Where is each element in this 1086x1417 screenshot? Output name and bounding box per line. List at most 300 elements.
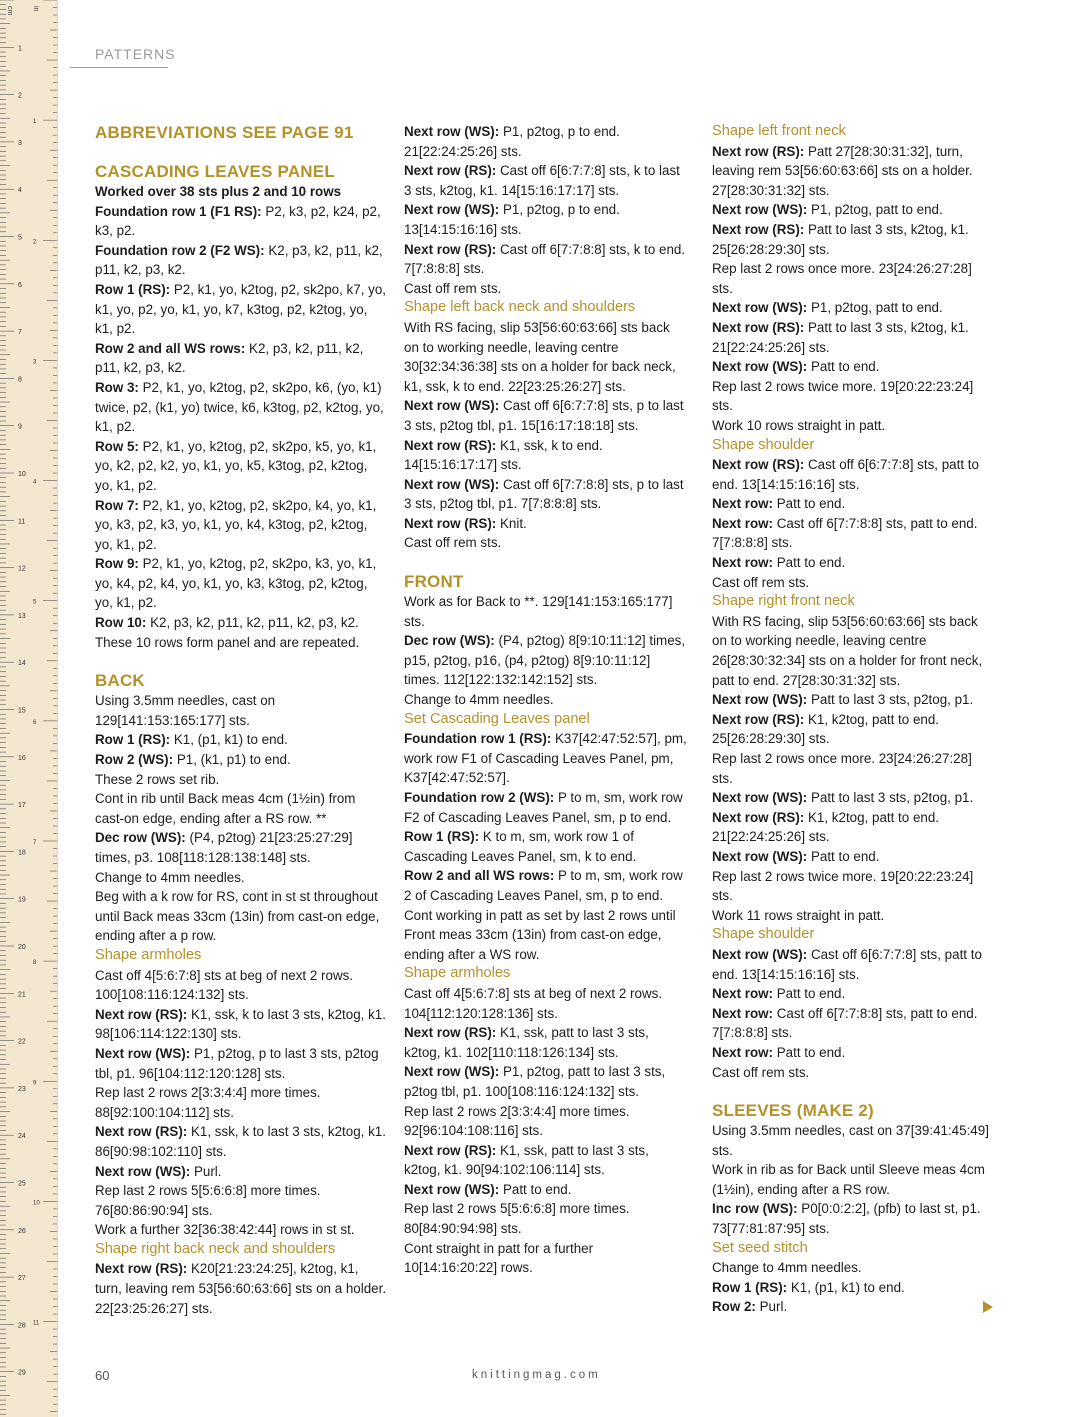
ruler-number: 28 [18, 1322, 26, 1330]
pattern-line [95, 339, 387, 378]
pattern-line [95, 437, 387, 496]
row-label: Next row: [712, 986, 774, 1002]
pattern-line [404, 514, 688, 534]
pattern-line [712, 142, 996, 201]
pattern-line [712, 357, 996, 377]
row-instruction: Knit. [496, 515, 527, 531]
section-heading: ABBREVIATIONS SEE PAGE 91 [95, 123, 354, 142]
pattern-line [95, 1162, 387, 1182]
row-instruction: Patt to end. [773, 986, 846, 1002]
ruler-number: 21 [18, 991, 26, 999]
pattern-line [95, 1220, 387, 1240]
section-label: PATTERNS [95, 46, 176, 62]
row-label: Next row (RS): [712, 319, 805, 335]
ruler-number: 11 [18, 518, 26, 526]
row-instruction: P2, k1, yo, k2tog, p2, sk2po, k3, yo, k1, yo, k4, p2, k4, yo, k1, yo, k3, k3tog, p2, k2tog, yo, k1, p2. [95, 556, 377, 611]
side-ruler [0, 0, 58, 1417]
pattern-line [404, 827, 688, 866]
pattern-line [404, 436, 688, 475]
arrow-right-icon [983, 1301, 993, 1313]
pattern-line [712, 1297, 996, 1317]
pattern-line [95, 868, 387, 888]
ruler-number: 5 [18, 234, 22, 242]
row-label: Next row (WS): [712, 202, 808, 218]
ruler-number: 3 [33, 359, 37, 366]
ruler-number: 8 [18, 376, 22, 384]
row-label: Row 3: [95, 379, 139, 395]
row-instruction: Work a further 32[36:38:42:44] rows in st st. [95, 1222, 355, 1238]
pattern-line [95, 241, 387, 280]
row-instruction: Patt to end. [773, 1044, 846, 1060]
row-label: Foundation row 1 (RS): [404, 731, 552, 747]
pattern-line [95, 789, 387, 828]
ruler-number: 7 [18, 329, 22, 337]
row-label: Foundation row 2 (F2 WS): [95, 242, 265, 258]
row-label: Next row (RS): [404, 437, 497, 453]
row-instruction: K1, (p1, k1) to end. [170, 732, 288, 748]
pattern-line [712, 945, 996, 984]
pattern-line [404, 690, 688, 710]
page-number: 60 [95, 1368, 110, 1383]
row-label: Next row (RS): [712, 809, 805, 825]
row-instruction: Cast off 6[7:7:8:8] sts, patt to end. 7[7:8:8:8] sts. [712, 515, 978, 551]
pattern-line [404, 984, 688, 1023]
row-instruction: Patt to end. [773, 555, 846, 571]
row-instruction: Cast off 6[6:7:7:8] sts, patt to end. 13[14:15:16:16] sts. [712, 457, 979, 492]
pattern-line [404, 1239, 688, 1278]
row-instruction: Cast off rem sts. [712, 1064, 810, 1080]
ruler-number: 14 [18, 660, 26, 668]
pattern-line [404, 631, 688, 690]
ruler-number: 12 [18, 565, 26, 573]
subsection-heading: Shape right front neck [712, 593, 855, 610]
ruler-number: 19 [18, 896, 26, 904]
pattern-line [712, 1258, 996, 1278]
pattern-line [95, 750, 387, 770]
pattern-line [712, 1004, 996, 1043]
pattern-line [404, 1199, 688, 1238]
row-label: Next row (RS): [404, 1025, 497, 1041]
ruler-number: 3 [18, 139, 22, 147]
row-label: Next row (RS): [404, 163, 497, 179]
ruler-ticks [0, 0, 57, 1417]
row-instruction: Cont straight in patt for a further 10[14:16:20:22] rows. [404, 1240, 594, 1276]
row-instruction: P to m, sm, work row F2 of Cascading Leaves Panel, sm, p to end. [404, 790, 683, 825]
row-instruction: Patt 27[28:30:31:32], turn, leaving rem 53[56:60:63:66] sts on a holder. 27[28:30:31:32] sts. [712, 143, 973, 198]
pattern-line [404, 122, 688, 161]
ruler-number: 20 [18, 944, 26, 951]
ruler-number: 2 [33, 239, 37, 246]
ruler-number: 11 [33, 1320, 40, 1327]
row-label: Next row (RS): [404, 241, 497, 257]
row-instruction: K2, p3, k2, p11, k2, p11, k2, p3, k2. [95, 242, 383, 278]
pattern-line [95, 887, 387, 946]
row-label: Next row (RS): [712, 711, 805, 727]
row-label: Row 5: [95, 438, 139, 454]
pattern-line [712, 788, 996, 808]
row-instruction: (P4, p2tog) 21[23:25:27:29] times, p3. 108[118:128:138:148] sts. [95, 830, 353, 865]
pattern-line [95, 378, 387, 437]
row-instruction: Work as for Back to **. 129[141:153:165:177] sts. [404, 594, 673, 629]
section-underline [70, 67, 168, 68]
row-label: Next row (WS): [404, 202, 500, 218]
pattern-line [712, 455, 996, 494]
ruler-cm-label: cm [6, 6, 13, 16]
pattern-line [404, 475, 688, 514]
ruler-number: 9 [18, 423, 22, 431]
row-label: Next row (WS): [712, 359, 808, 375]
row-label: Next row (RS): [95, 1124, 188, 1140]
row-instruction: Cast off 6[6:7:7:8] sts, p to last 3 sts, p2tog tbl, p1. 15[16:17:18:18] sts. [404, 398, 684, 433]
pattern-line [712, 1043, 996, 1063]
pattern-line [95, 496, 387, 555]
row-label: Next row (RS): [712, 221, 805, 237]
row-instruction: With RS facing, slip 53[56:60:63:66] sts back on to working needle, leaving centre 30[32:34:36:38] sts on a holder for back neck, k1, ssk, k to end. 22[23:25:26:27] sts. [404, 319, 676, 394]
column-2 [404, 122, 688, 1278]
pattern-line [712, 690, 996, 710]
pattern-line [712, 553, 996, 573]
pattern-line [712, 377, 996, 416]
row-instruction: K1, ssk, patt to last 3 sts, k2tog, k1. 90[94:102:106:114] sts. [404, 1142, 649, 1178]
row-instruction: Rep last 2 rows twice more. 19[20:22:23:24] sts. [712, 868, 974, 904]
row-instruction: Patt to last 3 sts, k2tog, k1. 21[22:24:25:26] sts. [712, 319, 969, 355]
row-instruction: P1, p2tog, patt to end. [807, 202, 943, 218]
row-label: Dec row (WS): [95, 830, 186, 846]
row-label: Next row (WS): [712, 300, 808, 316]
subsection-heading: Set Cascading Leaves panel [404, 710, 590, 727]
row-label: Next row (WS): [404, 1064, 500, 1080]
row-label: Row 10: [95, 615, 147, 631]
ruler-number: 22 [18, 1038, 26, 1046]
subsection-heading: Shape armholes [95, 946, 202, 963]
row-instruction: P2, k3, p2, k24, p2, k3, p2. [95, 203, 381, 239]
row-label: Row 9: [95, 556, 139, 572]
subsection-heading: Shape left back neck and shoulders [404, 299, 636, 316]
pattern-line [712, 1278, 996, 1298]
ruler-number: 4 [33, 479, 37, 486]
row-label: Next row (WS): [712, 692, 808, 708]
pattern-line [712, 416, 996, 436]
pattern-line [404, 866, 688, 905]
row-label: Next row (RS): [404, 515, 497, 531]
pattern-line [712, 1160, 996, 1199]
ruler-number: 9 [33, 1080, 37, 1087]
section-heading: BACK [95, 671, 145, 691]
row-instruction: Patt to last 3 sts, p2tog, p1. [807, 790, 974, 806]
row-label: Next row (RS): [95, 1006, 188, 1022]
ruler-number: 1 [33, 119, 37, 126]
row-instruction: K2, p3, k2, p11, k2, p11, k2, p3, k2. [95, 340, 364, 376]
ruler-number: 5 [33, 599, 37, 606]
pattern-line [95, 1083, 387, 1122]
row-instruction: K37[42:47:52:57], pm, work row F1 of Cascading Leaves Panel, pm, K37[42:47:52:57]. [404, 731, 687, 786]
row-label: Row 2 (WS): [95, 752, 174, 768]
row-label: Inc row (WS): [712, 1201, 798, 1217]
section-heading: CASCADING LEAVES PANEL [95, 162, 335, 181]
row-instruction: K to m, sm, work row 1 of Cascading Leaves Panel, sm, k to end. [404, 829, 637, 864]
pattern-line [95, 1181, 387, 1220]
pattern-line [712, 984, 996, 1004]
row-instruction: K1, (p1, k1) to end. [787, 1279, 905, 1295]
row-instruction: (P4, p2tog) 8[9:10:11:12] times, p15, p2tog, p16, (p4, p2tog) 8[9:10:11:12] times. 112[122:132:142:152] sts. [404, 633, 686, 688]
subsection-heading: Shape shoulder [712, 926, 815, 943]
pattern-line [712, 1199, 996, 1238]
row-label: Next row (RS): [712, 143, 805, 159]
row-instruction: P1, p2tog, p to end. 13[14:15:16:16] sts. [404, 202, 620, 237]
row-label: Row 2 and all WS rows: [95, 340, 246, 356]
row-instruction: Rep last 2 rows 5[5:6:6:8] more times. 76[80:86:90:94] sts. [95, 1183, 321, 1218]
pattern-line [712, 259, 996, 298]
pattern-line [712, 1063, 996, 1083]
row-instruction: P1, p2tog, p to last 3 sts, p2tog tbl, p1. 96[104:112:120:128] sts. [95, 1045, 379, 1081]
row-label: Next row: [712, 515, 774, 531]
row-instruction: Patt to end. [807, 359, 880, 375]
row-instruction: Cont working in patt as set by last 2 rows until Front meas 33cm (13in) from cast-on edge, ending after a WS row. [404, 907, 676, 962]
row-label: Next row (WS): [712, 848, 808, 864]
row-instruction: These 2 rows set rib. [95, 771, 220, 787]
ruler-number: 18 [18, 849, 26, 857]
row-instruction: Rep last 2 rows 2[3:3:4:4] more times. 88[92:100:104:112] sts. [95, 1085, 321, 1120]
row-instruction: Beg with a k row for RS, cont in st st throughout until Back meas 33cm (13in) from cast-on edge, ending after a p row. [95, 889, 380, 944]
row-instruction: Rep last 2 rows once more. 23[24:26:27:28] sts. [712, 751, 972, 786]
row-label: Next row (WS): [95, 1045, 191, 1061]
pattern-line [404, 1023, 688, 1062]
ruler-number: 6 [33, 719, 37, 726]
pattern-line [95, 828, 387, 867]
row-instruction: K20[21:23:24:25], k2tog, k1, turn, leaving rem 53[56:60:63:66] sts on a holder. 22[23:25:26:27] sts. [95, 1261, 387, 1316]
row-instruction: K1, ssk, k to end. 14[15:16:17:17] sts. [404, 437, 603, 473]
pattern-line [712, 200, 996, 220]
row-label: Next row (WS): [712, 946, 808, 962]
row-label: Row 2: [712, 1299, 756, 1315]
row-instruction: Rep last 2 rows twice more. 19[20:22:23:24] sts. [712, 378, 974, 414]
pattern-line [95, 1044, 387, 1083]
section-heading: SLEEVES (MAKE 2) [712, 1101, 874, 1121]
row-instruction: Cast off rem sts. [404, 535, 502, 551]
ruler-number: 6 [18, 281, 22, 289]
row-instruction: Purl. [755, 1299, 788, 1315]
row-instruction: Cast off 6[6:7:7:8] sts, k to last 3 sts, k2tog, k1. 14[15:16:17:17] sts. [404, 163, 680, 198]
pattern-line [404, 200, 688, 239]
pattern-line [712, 906, 996, 926]
pattern-line [712, 749, 996, 788]
row-instruction: Using 3.5mm needles, cast on 37[39:41:45:49] sts. [712, 1123, 989, 1158]
pattern-line [95, 1259, 387, 1318]
row-instruction: With RS facing, slip 53[56:60:63:66] sts back on to working needle, leaving centre 26[28:30:32:34] sts on a holder for front neck, patt to end. 27[28:30:31:32] sts. [712, 613, 983, 688]
row-instruction: Change to 4mm needles. [95, 869, 245, 885]
column-1 [95, 122, 387, 1318]
row-label: Next row (WS): [404, 124, 500, 139]
ruler-number: 2 [18, 92, 22, 100]
row-label: Next row (WS): [95, 1163, 191, 1179]
row-instruction: Work 11 rows straight in patt. [712, 907, 885, 923]
row-instruction: Cast off rem sts. [712, 574, 810, 590]
row-instruction: P1, p2tog, p to end. 21[22:24:25:26] sts. [404, 124, 620, 159]
pattern-line [712, 573, 996, 593]
row-instruction: P2, k1, yo, k2tog, p2, sk2po, k6, (yo, k1) twice, p2, (k1, yo) twice, k6, k3tog, p2, k2tog, yo, k1, p2. [95, 379, 384, 435]
row-instruction: Cast off 6[7:7:8:8] sts, patt to end. 7[7:8:8:8] sts. [712, 1005, 978, 1041]
row-instruction: Change to 4mm needles. [712, 1260, 862, 1276]
row-instruction: K1, ssk, patt to last 3 sts, k2tog, k1. 102[110:118:126:134] sts. [404, 1025, 649, 1060]
ruler-in-label: in [32, 6, 39, 12]
row-label: Next row (WS): [404, 398, 500, 414]
pattern-line [712, 494, 996, 514]
pattern-line [95, 280, 387, 339]
row-label: Row 1 (RS): [95, 732, 171, 748]
pattern-line [95, 613, 387, 633]
row-label: Row 1 (RS): [95, 281, 171, 297]
subsection-heading: Shape right back neck and shoulders [95, 1240, 336, 1257]
pattern-line [404, 1141, 688, 1180]
row-instruction: K2, p3, k2, p11, k2, p11, k2, p3, k2. [146, 615, 359, 631]
row-instruction: Rep last 2 rows once more. 23[24:26:27:28] sts. [712, 261, 972, 296]
pattern-line [404, 592, 688, 631]
column-3 [712, 122, 996, 1317]
pattern-line [95, 554, 387, 613]
row-instruction: Patt to end. [773, 496, 846, 512]
pattern-line [712, 710, 996, 749]
row-instruction: Using 3.5mm needles, cast on 129[141:153:165:177] sts. [95, 693, 276, 728]
pattern-line [95, 182, 387, 202]
pattern-line [404, 1180, 688, 1200]
pattern-line [404, 1102, 688, 1141]
row-instruction: Patt to end. [807, 848, 880, 864]
row-label: Row 1 (RS): [404, 829, 480, 845]
row-instruction: Cast off 6[7:7:8:8] sts, p to last 3 sts, p2tog tbl, p1. 7[7:8:8:8] sts. [404, 476, 684, 512]
row-label: Next row (WS): [712, 790, 808, 806]
pattern-line [404, 788, 688, 827]
pattern-line [404, 729, 688, 788]
pattern-line [712, 1121, 996, 1160]
row-label: Next row: [712, 496, 774, 512]
pattern-line [712, 298, 996, 318]
ruler-number: 23 [18, 1085, 26, 1093]
row-label: Next row: [712, 1005, 774, 1021]
row-instruction: Cont in rib until Back meas 4cm (1½in) from cast-on edge, ending after a RS row. ** [95, 791, 356, 826]
pattern-line [404, 318, 688, 396]
row-instruction: P1, (k1, p1) to end. [173, 752, 291, 768]
row-label: Next row (RS): [712, 457, 805, 473]
row-instruction: These 10 rows form panel and are repeated. [95, 634, 360, 650]
pattern-line [712, 612, 996, 690]
pattern-line [95, 633, 387, 653]
row-instruction: Patt to last 3 sts, p2tog, p1. [807, 692, 974, 708]
pattern-line [712, 808, 996, 847]
ruler-number: 17 [18, 802, 26, 810]
pattern-line [404, 1062, 688, 1101]
row-instruction: K1, k2tog, patt to end. 21[22:24:25:26] sts. [712, 809, 940, 845]
row-instruction: P2, k1, yo, k2tog, p2, sk2po, k5, yo, k1, yo, k2, p2, k2, yo, k1, yo, k5, k3tog, p2, k2tog, yo, k1, p2. [95, 438, 377, 493]
pattern-line [712, 847, 996, 867]
pattern-line [95, 770, 387, 790]
row-instruction: Purl. [190, 1163, 222, 1179]
subsection-heading: Shape left front neck [712, 123, 846, 139]
row-instruction: P1, p2tog, patt to last 3 sts, p2tog tbl, p1. 100[108:116:124:132] sts. [404, 1064, 666, 1099]
row-label: Next row (RS): [404, 1142, 497, 1158]
pattern-line [95, 691, 387, 730]
ruler-number: 7 [33, 839, 37, 846]
ruler-number: 24 [18, 1133, 26, 1141]
row-instruction: Cast off rem sts. [404, 280, 502, 296]
ruler-number: 29 [18, 1369, 26, 1377]
pattern-line [95, 966, 387, 1005]
pattern-line [404, 240, 688, 279]
ruler-number: 1 [18, 45, 22, 53]
row-label: Row 1 (RS): [712, 1279, 788, 1295]
row-instruction: K1, ssk, k to last 3 sts, k2tog, k1. 86[90:98:102:110] sts. [95, 1124, 386, 1159]
ruler-number: 10 [33, 1200, 40, 1207]
row-instruction: K1, k2tog, patt to end. 25[26:28:29:30] sts. [712, 711, 940, 747]
ruler-number: 25 [18, 1180, 26, 1188]
row-instruction: Cast off 6[7:7:8:8] sts, k to end. 7[7:8:8:8] sts. [404, 241, 686, 277]
pattern-line [404, 396, 688, 435]
row-instruction: P0[0:0:2:2], (pfb) to last st, p1. 73[77:81:87:95] sts. [712, 1201, 981, 1237]
row-instruction: Work 10 rows straight in patt. [712, 417, 886, 433]
section-heading: FRONT [404, 572, 464, 592]
row-label: Foundation row 1 (F1 RS): [95, 203, 262, 219]
pattern-line [95, 1005, 387, 1044]
subsection-heading: Shape armholes [404, 965, 511, 982]
pattern-line [404, 161, 688, 200]
row-instruction: P1, p2tog, patt to end. [807, 300, 943, 316]
row-instruction: Rep last 2 rows 2[3:3:4:4] more times. 92[96:104:108:116] sts. [404, 1103, 630, 1139]
footer-url: knittingmag.com [472, 1369, 601, 1381]
row-instruction: Cast off 6[6:7:7:8] sts, patt to end. 13[14:15:16:16] sts. [712, 946, 982, 982]
row-label: Next row: [712, 555, 774, 571]
row-label: Next row (RS): [95, 1261, 188, 1277]
row-label: Row 7: [95, 497, 139, 513]
pattern-line [712, 514, 996, 553]
ruler-number: 4 [18, 187, 22, 195]
row-instruction: Patt to end. [499, 1181, 572, 1197]
ruler-number: 16 [18, 754, 26, 762]
pattern-line [712, 867, 996, 906]
ruler-number: 8 [33, 960, 37, 967]
row-instruction: P2, k1, yo, k2tog, p2, sk2po, k7, yo, k1, yo, p2, yo, k1, yo, k7, k3tog, p2, k2tog, yo, k1, p2. [95, 281, 386, 337]
subsection-heading: Set seed stitch [712, 1239, 808, 1256]
row-instruction: Patt to last 3 sts, k2tog, k1. 25[26:28:29:30] sts. [712, 221, 969, 257]
pattern-line [404, 906, 688, 965]
ruler-number: 13 [18, 612, 26, 620]
row-label: Next row: [712, 1044, 774, 1060]
ruler-number: 26 [18, 1227, 26, 1235]
pattern-line [95, 730, 387, 750]
pattern-line [95, 202, 387, 241]
row-label: Next row (WS): [404, 476, 500, 492]
ruler-number: 10 [18, 471, 26, 478]
row-instruction: Work in rib as for Back until Sleeve meas 4cm (1½in), ending after a RS row. [712, 1162, 985, 1197]
ruler-number: 15 [18, 707, 26, 715]
row-instruction: Cast off 4[5:6:7:8] sts at beg of next 2 rows. 104[112:120:128:136] sts. [404, 985, 663, 1021]
pattern-line [712, 220, 996, 259]
pattern-line [404, 279, 688, 299]
ruler-number: 27 [18, 1275, 26, 1283]
row-label: Dec row (WS): [404, 633, 495, 649]
row-label: Next row (WS): [404, 1181, 500, 1197]
row-instruction: K1, ssk, k to last 3 sts, k2tog, k1. 98[106:114:122:130] sts. [95, 1006, 386, 1042]
row-instruction: P2, k1, yo, k2tog, p2, sk2po, k4, yo, k1, yo, k3, p2, k3, yo, k1, yo, k4, k3tog, p2, k2tog, yo, k1, p2. [95, 497, 377, 552]
row-instruction: Rep last 2 rows 5[5:6:6:8] more times. 80[84:90:94:98] sts. [404, 1201, 630, 1237]
row-label: Foundation row 2 (WS): [404, 790, 555, 805]
row-instruction: Change to 4mm needles. [404, 692, 554, 708]
row-instruction: P to m, sm, work row 2 of Cascading Leaves Panel, sm, p to end. [404, 868, 683, 903]
subsection-heading: Shape shoulder [712, 436, 815, 453]
pattern-line [404, 533, 688, 553]
row-label: Row 2 and all WS rows: [404, 868, 555, 884]
row-instruction: Cast off 4[5:6:7:8] sts at beg of next 2 rows. 100[108:116:124:132] sts. [95, 967, 354, 1003]
pattern-line [95, 1122, 387, 1161]
pattern-line [712, 318, 996, 357]
